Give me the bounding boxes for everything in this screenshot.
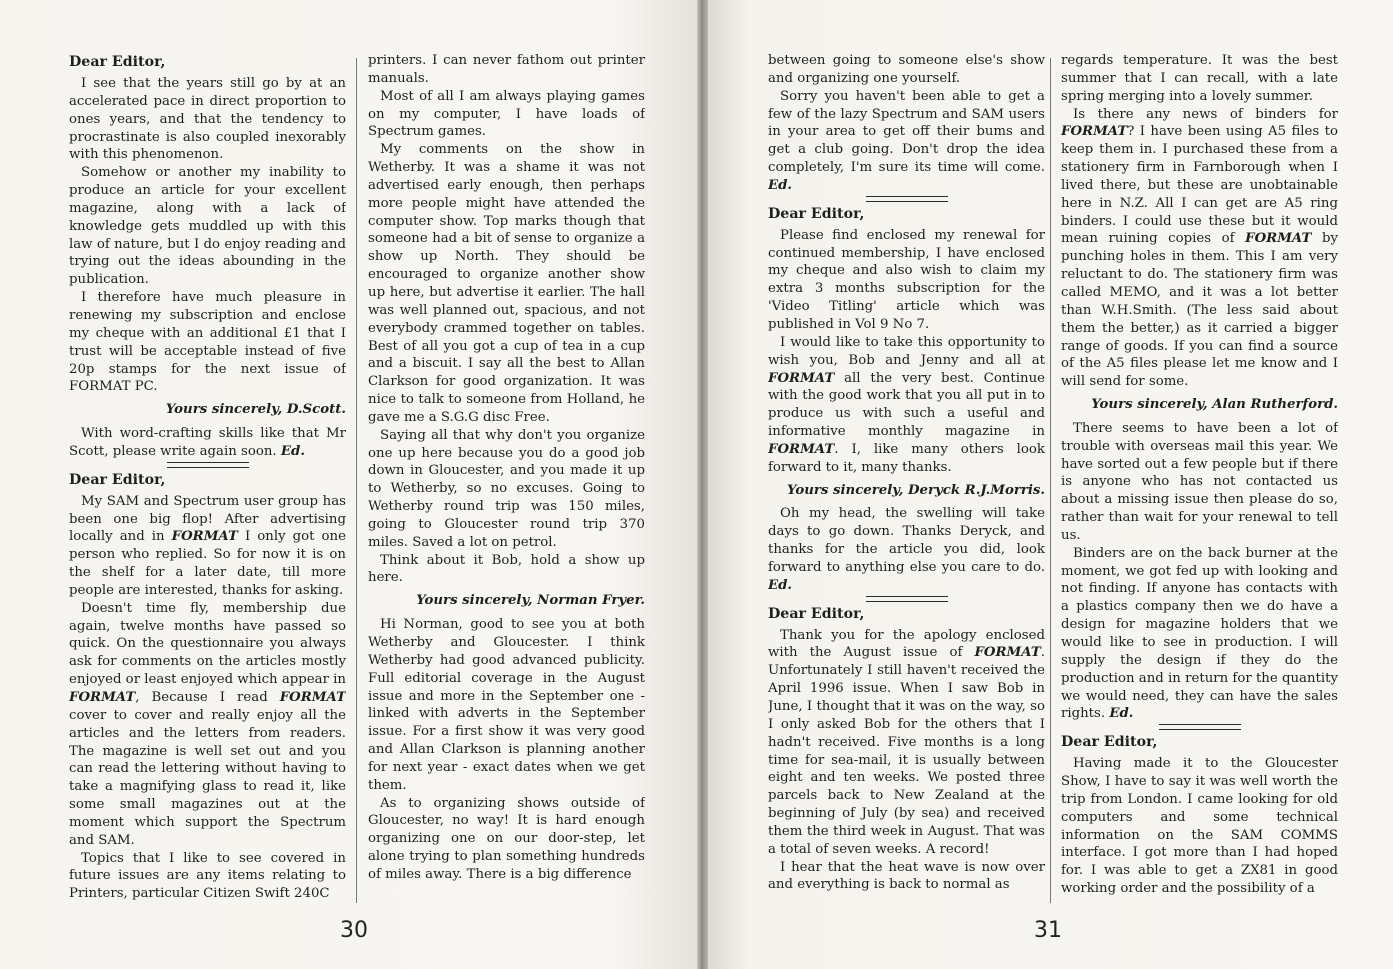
column-divider — [356, 58, 357, 903]
letter-paragraph: Think about it Bob, hold a show up here. — [368, 552, 645, 586]
letter-paragraph: regards temperature. It was the best summer that I can recall, with a late spring merging into a lovely summer. — [1061, 53, 1338, 104]
separator-rule — [866, 196, 948, 202]
letter-heading: Dear Editor, — [768, 205, 865, 222]
letter-paragraph: Most of all I am always playing games on my computer, I have loads of Spectrum games. — [368, 88, 645, 140]
letter-paragraph: My comments on the show in Wetherby. It was a shame it was not advertised early enough, then perhaps more people might have attended the computer show. Top marks though that someone had a bit of sense to organize a show up North. They should be encouraged to organize another show up here, but advertise it earlier. The hall was well planned out, spacious, and not everybody crammed together on tables. Best of all you got a cup of tea in a cup and a biscuit. I say all the best to Allan Clarkson for good organization. It was nice to talk to someone from Holland, he gave me a S.G.G disc Free. — [368, 142, 645, 425]
text-run: all the very best. Continue with the good work that you all put in to produce us with such a useful and informative monthly magazine in — [768, 370, 1045, 440]
letter-paragraph — [1061, 106, 1338, 392]
letter-paragraph — [768, 334, 1045, 477]
editor-mark: Ed. — [1109, 706, 1134, 722]
letter-paragraph: I therefore have much pleasure in renewing my subscription and enclose my cheque with an additional £1 that I trust will be acceptable instead of five 20p stamps for the next issue of FORMAT PC. — [69, 290, 346, 395]
letter-signature: Yours sincerely, Deryck R.J.Morris. — [787, 482, 1045, 498]
format-mention: FORMAT — [1061, 124, 1128, 140]
letter-paragraph: Topics that I like to see covered in future issues are any items relating to Printers, particular Citizen Swift 240C — [69, 850, 346, 902]
letter-signature: Yours sincerely, Alan Rutherford. — [1091, 397, 1338, 413]
text-run: . Unfortunately I still haven't received the April 1996 issue. When I saw Bob in June, I thought that it was on the way, so I only asked Bob for the others that I hadn't received. Five months is a long time for sea-mail, it is usually between eight and ten weeks. We posted three parcels back to New Zealand at the beginning of July (by sea) and received them the third week in August. That was a total of seven weeks. A record! — [768, 645, 1045, 857]
letter-paragraph — [768, 627, 1045, 859]
editor-reply: There seems to have been a lot of trouble with overseas mail this year. We have sorted out a few people but if there is anyone who has not contacted us about a missing issue then please do so, rather than wait for your renewal to tell us. — [1061, 420, 1338, 543]
letter-paragraph: Please find enclosed my renewal for continued membership, I have enclosed my cheque and also wish to claim my extra 3 months subscription for the 'Video Titling' article which was published in Vol 9 No 7. — [768, 227, 1045, 332]
editor-reply — [768, 88, 1045, 195]
left-page-column-2 — [368, 52, 645, 904]
format-mention: FORMAT — [279, 690, 346, 705]
separator-rule — [167, 462, 249, 468]
text-run: My SAM and Spectrum user group has been one big flop! After advertising locally and in — [69, 493, 346, 545]
letter-heading: Dear Editor, — [768, 605, 865, 622]
letter-heading: Dear Editor, — [1061, 734, 1158, 751]
editor-mark: Ed. — [768, 177, 793, 193]
format-mention: FORMAT — [1245, 231, 1312, 247]
format-mention: FORMAT — [768, 441, 835, 457]
editor-reply: As to organizing shows outside of Gloucester, no way! It is hard enough organizing one on our door-step, let alone trying to plan something hundreds of miles away. There is a big difference — [368, 795, 645, 882]
editor-reply-text: Binders are on the back burner at the moment, we got fed up with looking and not finding. If anyone has contacts with a plastics company then we do have a design for magazine holders that we would like to see in production. I will supply the design if they do the production and in return for the quantity we would need, they can have the sales rights. — [1061, 545, 1338, 722]
editor-mark: Ed. — [280, 443, 305, 459]
separator-rule — [866, 596, 948, 602]
letter-paragraph: I hear that the heat wave is now over and everything is back to normal as — [768, 859, 1045, 893]
editor-reply: between going to someone else's show and organizing one yourself. — [768, 53, 1045, 86]
format-mention: FORMAT — [768, 370, 835, 386]
page-number: 30 — [340, 918, 368, 943]
letter-paragraph — [69, 600, 346, 850]
editor-reply-text: Oh my head, the swelling will take days to go down. Thanks Deryck, and thanks for the article you did, look forward to anything else you care to do. — [768, 506, 1045, 575]
letter-paragraph — [69, 493, 346, 600]
page-number: 31 — [1034, 918, 1062, 943]
editor-reply — [1061, 545, 1338, 723]
letter-signature: Yours sincerely, D.Scott. — [165, 402, 346, 418]
right-page-column-1 — [768, 52, 1045, 904]
editor-reply-text: Sorry you haven't been able to get a few of the lazy Spectrum and SAM users in your area to get off their bums and get a club going. Don't drop the idea completely, I'm sure its time will come. — [768, 88, 1045, 176]
letter-paragraph: printers. I can never fathom out printer manuals. — [368, 53, 645, 86]
format-mention: FORMAT — [974, 645, 1041, 661]
text-run: by punching holes in them. This I am very reluctant to do. The stationery firm was called MEMO, and it was a lot better than W.H.Smith. (The less said about them the better,) as it carried a bigger range of goods. If you can find a source of the A5 files please let me know and I will send for some. — [1061, 231, 1338, 390]
right-page-column-2 — [1061, 52, 1338, 904]
editor-reply — [69, 425, 346, 461]
text-run: . I, like many others look forward to it, many thanks. — [768, 441, 1045, 475]
text-run: , Because I read — [135, 690, 280, 705]
letter-paragraph: Somehow or another my inability to produce an article for your excellent magazine, along with a lack of knowledge gets muddled up with this law of nature, but I do enjoy reading and trying out the ideas abounding in the publication. — [69, 165, 346, 288]
letter-paragraph: Saying all that why don't you organize one up here because you do a good job down in Gloucester, and you made it up to Wetherby, so no excuses. Going to Wetherby round trip was 150 miles, going to Gloucester round trip 370 miles. Saved a lot on petrol. — [368, 427, 645, 550]
text-run: ? I have been using A5 files to keep them in. I purchased these from a stationery firm in Farnborough when I lived there, but these are unobtainable here in N.Z. All I can get are A5 ring binders. I could use these but it would mean ruining copies of — [1061, 124, 1338, 247]
text-run: Doesn't time fly, membership due again, twelve months have passed so quick. On the questionnaire you always ask for comments on the articles mostly enjoyed or least enjoyed which appear in — [69, 600, 346, 688]
left-page-column-1 — [69, 52, 346, 904]
text-run: Is there any news of binders for — [1073, 106, 1338, 122]
letter-heading: Dear Editor, — [69, 54, 166, 70]
text-run: cover to cover and really enjoy all the articles and the letters from readers. The magazine is well set out and you can read the lettering without having to take a magnifying glass to read it, like some small magazines out at the moment which support the Spectrum and SAM. — [69, 707, 346, 848]
column-divider — [1050, 58, 1051, 903]
letter-signature: Yours sincerely, Norman Fryer. — [416, 593, 645, 609]
editor-reply-text: With word-crafting skills like that Mr Scott, please write again soon. — [69, 426, 346, 459]
letter-heading: Dear Editor, — [69, 471, 166, 488]
letter-paragraph: Having made it to the Gloucester Show, I have to say it was well worth the trip from London. I came looking for old computers and some technical information on the SAM COMMS interface. I got more than I had hoped for. I was able to get a ZX81 in good working order and the possibility of a — [1061, 756, 1338, 897]
format-mention: FORMAT — [171, 529, 238, 545]
text-run: I would like to take this opportunity to wish you, Bob and Jenny and all at — [768, 334, 1045, 368]
text-run: I only got one person who replied. So for now it is on the shelf for a later date, till more people are interested, thanks for asking. — [69, 529, 346, 598]
format-mention: FORMAT — [69, 690, 136, 705]
editor-mark: Ed. — [768, 577, 793, 593]
book-gutter — [697, 0, 708, 969]
letter-paragraph: I see that the years still go by at an accelerated pace in direct proportion to ones years, and that the tendency to procrastinate is also coupled inexorably with this phenomenon. — [69, 76, 346, 163]
right-page — [708, 0, 1393, 969]
text-run: Thank you for the apology enclosed with the August issue of — [768, 627, 1045, 661]
separator-rule — [1159, 724, 1241, 730]
editor-reply: Hi Norman, good to see you at both Wetherby and Gloucester. I think Wetherby had good advanced publicity. Full editorial coverage in the August issue and more in the September one - linked with adverts in the September issue. For a first show it was very good and Allan Clarkson is planning another for next year - exact dates when we get them. — [368, 617, 645, 793]
editor-reply — [768, 505, 1045, 594]
